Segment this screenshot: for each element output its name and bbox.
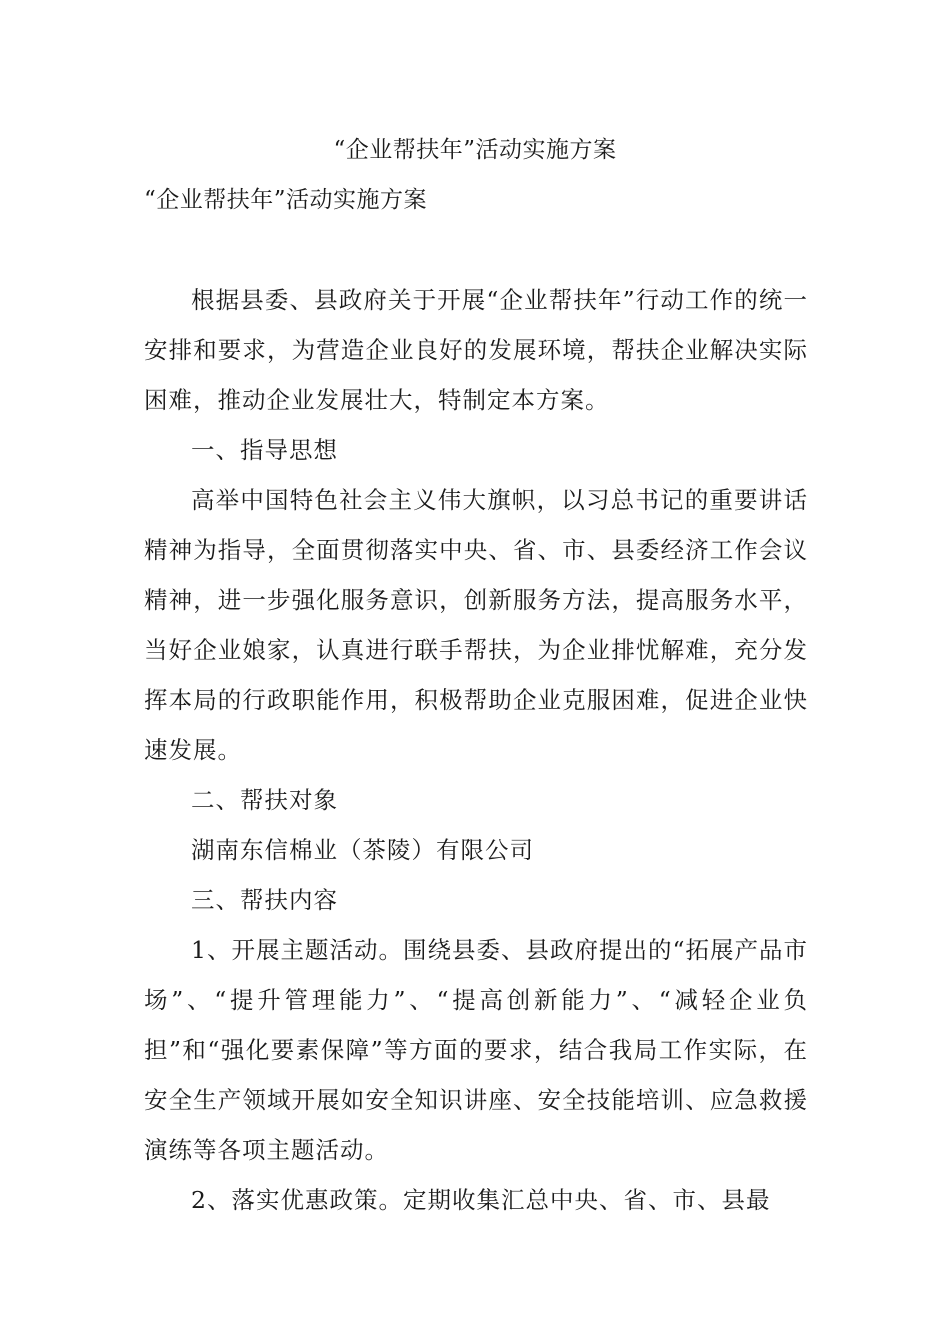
paragraph-guiding-thought: 高举中国特色社会主义伟大旗帜，以习总书记的重要讲话精神为指导，全面贯彻落实中央、省、市、县委经济工作会议精神，进一步强化服务意识，创新服务方法，提高服务水平，当好企业娘家，认真进行联手帮扶，为企业排忧解难，充分发挥本局的行政职能作用，积极帮助企业克服困难，促进企业快速发展。 xyxy=(144,486,808,764)
paragraph-content-item-2: 2、落实优惠政策。定期收集汇总中央、省、市、县最 xyxy=(191,1186,771,1214)
section-heading-content: 三、帮扶内容 xyxy=(191,886,338,914)
section-heading-target: 二、帮扶对象 xyxy=(191,786,338,814)
section-heading-guiding-thought: 一、指导思想 xyxy=(191,436,338,464)
document-subtitle: “企业帮扶年”活动实施方案 xyxy=(144,187,428,213)
paragraph-intro: 根据县委、县政府关于开展“企业帮扶年”行动工作的统一安排和要求，为营造企业良好的发展环境，帮扶企业解决实际困难，推动企业发展壮大，特制定本方案。 xyxy=(144,286,808,414)
paragraph-target-company: 湖南东信棉业（茶陵）有限公司 xyxy=(191,836,534,864)
paragraph-content-item-1: 1、开展主题活动。围绕县委、县政府提出的“拓展产品市场”、“提升管理能力”、“提高创新能力”、“减轻企业负担”和“强化要素保障”等方面的要求，结合我局工作实际，在安全生产领域开展如安全知识讲座、安全技能培训、应急救援演练等各项主题活动。 xyxy=(144,936,808,1164)
document-title: “企业帮扶年”活动实施方案 xyxy=(333,137,617,163)
document-body xyxy=(144,275,808,1225)
